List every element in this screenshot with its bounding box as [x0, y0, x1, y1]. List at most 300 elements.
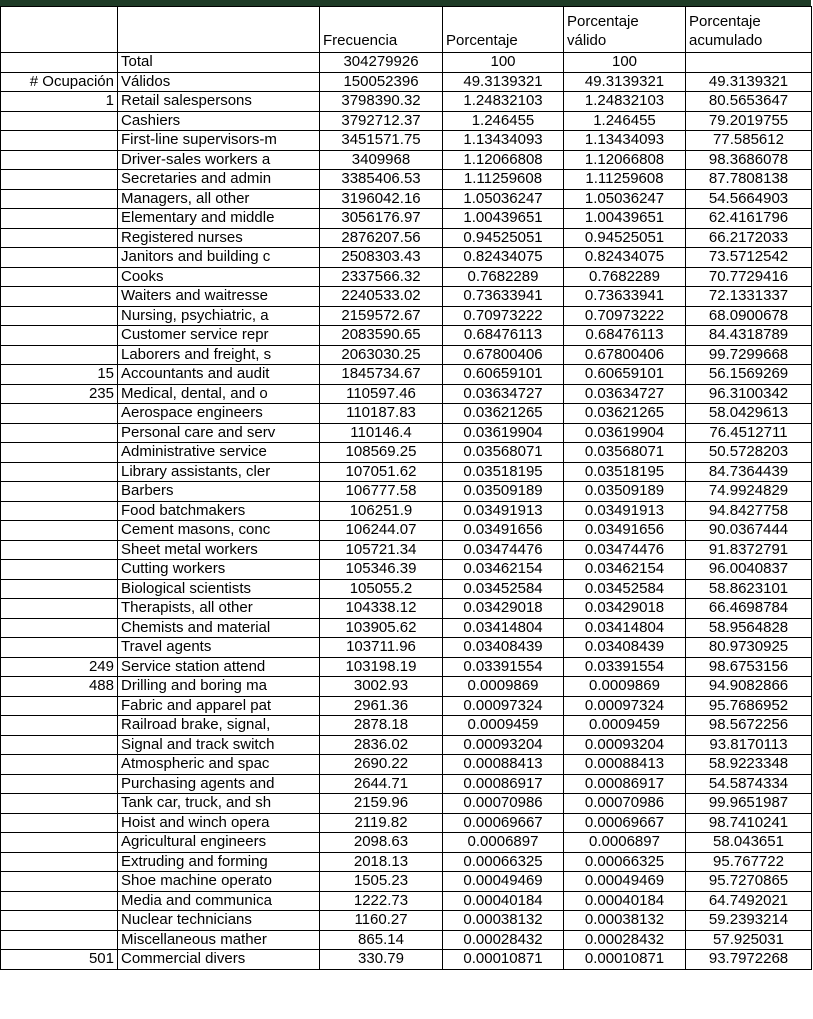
percent-cell[interactable]: 0.00069667 [443, 813, 564, 833]
frequency-cell[interactable]: 1222.73 [320, 891, 443, 911]
percent-cell[interactable]: 0.67800406 [443, 345, 564, 365]
percent-cell[interactable]: 0.03474476 [443, 540, 564, 560]
occupation-cell[interactable]: Medical, dental, and o [118, 384, 320, 404]
percent-cell[interactable]: 0.0009459 [443, 716, 564, 736]
row-id-cell[interactable] [1, 930, 118, 950]
frequency-cell[interactable]: 103198.19 [320, 657, 443, 677]
percent-cell[interactable]: 0.00093204 [443, 735, 564, 755]
table-row [1, 423, 812, 443]
frequency-cell[interactable]: 3409968 [320, 150, 443, 170]
percent-cell[interactable]: 0.00028432 [443, 930, 564, 950]
frequency-cell[interactable]: 106251.9 [320, 501, 443, 521]
occupation-cell[interactable]: Signal and track switch [118, 735, 320, 755]
valid-percent-cell[interactable]: 0.03621265 [564, 404, 686, 424]
valid-percent-cell[interactable]: 100 [564, 53, 686, 73]
percent-cell[interactable]: 0.03619904 [443, 423, 564, 443]
row-id-cell[interactable] [1, 735, 118, 755]
row-id-cell[interactable] [1, 911, 118, 931]
percent-cell[interactable]: 0.00086917 [443, 774, 564, 794]
cumulative-percent-cell[interactable]: 80.5653647 [686, 92, 812, 112]
percent-cell[interactable]: 0.03391554 [443, 657, 564, 677]
percent-cell[interactable]: 1.05036247 [443, 189, 564, 209]
occupation-cell[interactable]: Total [118, 53, 320, 73]
frequency-cell[interactable]: 1505.23 [320, 872, 443, 892]
row-id-cell[interactable] [1, 345, 118, 365]
cumulative-percent-cell[interactable]: 76.4512711 [686, 423, 812, 443]
cumulative-percent-cell[interactable]: 84.7364439 [686, 462, 812, 482]
name-header-cell[interactable] [118, 7, 320, 53]
cumulative-percent-cell[interactable]: 96.0040837 [686, 560, 812, 580]
percent-cell[interactable]: 0.03462154 [443, 560, 564, 580]
percent-cell[interactable]: 1.12066808 [443, 150, 564, 170]
frequency-cell[interactable]: 2240533.02 [320, 287, 443, 307]
cumulative-percent-cell[interactable]: 70.7729416 [686, 267, 812, 287]
frequency-cell[interactable]: 108569.25 [320, 443, 443, 463]
percent-cell[interactable]: 0.0006897 [443, 833, 564, 853]
percent-cell[interactable]: 0.0009869 [443, 677, 564, 697]
frequency-cell[interactable]: 106244.07 [320, 521, 443, 541]
table-row [1, 462, 812, 482]
valid-percent-cell[interactable]: 0.03452584 [564, 579, 686, 599]
percent-cell[interactable]: 0.00038132 [443, 911, 564, 931]
valid-percent-cell[interactable]: 0.00049469 [564, 872, 686, 892]
row-id-cell[interactable] [1, 443, 118, 463]
row-id-cell[interactable] [1, 579, 118, 599]
occupation-cell[interactable]: Biological scientists [118, 579, 320, 599]
frequency-cell[interactable]: 2876207.56 [320, 228, 443, 248]
cumulative-percent-cell[interactable]: 54.5874334 [686, 774, 812, 794]
cumulative-percent-cell[interactable]: 94.8427758 [686, 501, 812, 521]
valid-percent-cell[interactable]: 0.03408439 [564, 638, 686, 658]
frequency-cell[interactable]: 2119.82 [320, 813, 443, 833]
occupation-cell[interactable]: Shoe machine operato [118, 872, 320, 892]
percent-cell[interactable]: 0.03568071 [443, 443, 564, 463]
cumulative-percent-cell[interactable]: 87.7808138 [686, 170, 812, 190]
occupation-cell[interactable]: Extruding and forming [118, 852, 320, 872]
percent-cell[interactable]: 0.03518195 [443, 462, 564, 482]
valid-percent-cell[interactable]: 1.12066808 [564, 150, 686, 170]
valid-percent-cell[interactable]: 0.03429018 [564, 599, 686, 619]
percent-cell[interactable]: 0.00088413 [443, 755, 564, 775]
frequency-cell[interactable]: 2098.63 [320, 833, 443, 853]
frequency-cell[interactable]: 330.79 [320, 950, 443, 970]
frequency-cell[interactable]: 104338.12 [320, 599, 443, 619]
percent-cell[interactable]: 1.00439651 [443, 209, 564, 229]
cumulative-percent-cell[interactable]: 49.3139321 [686, 72, 812, 92]
occupation-cell[interactable]: Tank car, truck, and sh [118, 794, 320, 814]
cumulative-percent-cell[interactable]: 99.9651987 [686, 794, 812, 814]
valid-percent-cell[interactable]: 0.0009869 [564, 677, 686, 697]
frequency-cell[interactable]: 2836.02 [320, 735, 443, 755]
percent-cell[interactable]: 0.70973222 [443, 306, 564, 326]
frequency-cell[interactable]: 2961.36 [320, 696, 443, 716]
percent-cell[interactable]: 0.00040184 [443, 891, 564, 911]
percent-cell[interactable]: 0.03491656 [443, 521, 564, 541]
valid-percent-cell[interactable]: 0.0009459 [564, 716, 686, 736]
occupation-cell[interactable]: Cashiers [118, 111, 320, 131]
row-id-cell[interactable] [1, 326, 118, 346]
cumulative-percent-cell[interactable]: 59.2393214 [686, 911, 812, 931]
row-id-cell[interactable] [1, 716, 118, 736]
occupation-cell[interactable]: Cutting workers [118, 560, 320, 580]
row-id-cell[interactable] [1, 170, 118, 190]
occupation-cell[interactable]: Cement masons, conc [118, 521, 320, 541]
valid-percent-cell[interactable]: 0.03491913 [564, 501, 686, 521]
occupation-cell[interactable]: Laborers and freight, s [118, 345, 320, 365]
cumulative-percent-cell[interactable]: 95.767722 [686, 852, 812, 872]
cumulative-percent-cell[interactable]: 54.5664903 [686, 189, 812, 209]
percent-cell[interactable]: 0.00066325 [443, 852, 564, 872]
frequency-cell[interactable]: 110597.46 [320, 384, 443, 404]
cumulative-percent-cell[interactable]: 66.4698784 [686, 599, 812, 619]
valid-percent-cell[interactable]: 0.00088413 [564, 755, 686, 775]
cumulative-percent-cell[interactable]: 95.7270865 [686, 872, 812, 892]
row-id-cell[interactable]: 488 [1, 677, 118, 697]
percent-cell[interactable]: 0.68476113 [443, 326, 564, 346]
cumulative-percent-cell[interactable]: 98.6753156 [686, 657, 812, 677]
occupation-cell[interactable]: Managers, all other [118, 189, 320, 209]
occupation-cell[interactable]: Registered nurses [118, 228, 320, 248]
valid-percent-cell[interactable]: 0.67800406 [564, 345, 686, 365]
valid-percent-cell[interactable]: 1.246455 [564, 111, 686, 131]
frequency-cell[interactable]: 2159572.67 [320, 306, 443, 326]
cumulative-percent-cell[interactable]: 93.8170113 [686, 735, 812, 755]
occupation-cell[interactable]: Waiters and waitresse [118, 287, 320, 307]
row-id-cell[interactable] [1, 540, 118, 560]
row-id-cell[interactable] [1, 150, 118, 170]
percent-cell[interactable]: 49.3139321 [443, 72, 564, 92]
percent-cell[interactable]: 0.00049469 [443, 872, 564, 892]
row-id-cell[interactable] [1, 872, 118, 892]
occupation-cell[interactable]: Food batchmakers [118, 501, 320, 521]
occupation-cell[interactable]: Atmospheric and spac [118, 755, 320, 775]
frequency-cell[interactable]: 2159.96 [320, 794, 443, 814]
valid-percent-cell[interactable]: 0.03518195 [564, 462, 686, 482]
occupation-cell[interactable]: Fabric and apparel pat [118, 696, 320, 716]
percent-cell[interactable]: 0.00070986 [443, 794, 564, 814]
frequency-cell[interactable]: 105721.34 [320, 540, 443, 560]
occupation-cell[interactable]: Sheet metal workers [118, 540, 320, 560]
row-id-cell[interactable] [1, 423, 118, 443]
occupation-cell[interactable]: Miscellaneous mather [118, 930, 320, 950]
cumulative-percent-cell[interactable]: 62.4161796 [686, 209, 812, 229]
frequency-cell[interactable]: 3792712.37 [320, 111, 443, 131]
row-id-cell[interactable] [1, 696, 118, 716]
frequency-cell[interactable]: 3002.93 [320, 677, 443, 697]
cumulative-percent-cell[interactable]: 57.925031 [686, 930, 812, 950]
table-row [1, 150, 812, 170]
cumulative-percent-cell[interactable]: 84.4318789 [686, 326, 812, 346]
percent-cell[interactable]: 100 [443, 53, 564, 73]
valid-percent-cell[interactable]: 0.03414804 [564, 618, 686, 638]
cumulative-percent-cell[interactable]: 98.3686078 [686, 150, 812, 170]
valid-percent-cell[interactable]: 1.13434093 [564, 131, 686, 151]
table-row [1, 72, 812, 92]
row-id-cell[interactable]: 249 [1, 657, 118, 677]
percent-cell[interactable]: 0.03491913 [443, 501, 564, 521]
valid-percent-cell[interactable]: 0.03462154 [564, 560, 686, 580]
row-id-cell[interactable] [1, 521, 118, 541]
cumulative-percent-cell[interactable]: 68.0900678 [686, 306, 812, 326]
frequency-cell[interactable]: 3196042.16 [320, 189, 443, 209]
percent-cell[interactable]: 0.03452584 [443, 579, 564, 599]
frequency-cell[interactable]: 1160.27 [320, 911, 443, 931]
frequency-cell[interactable]: 103905.62 [320, 618, 443, 638]
valid-percent-cell[interactable]: 0.0006897 [564, 833, 686, 853]
frequency-cell[interactable]: 150052396 [320, 72, 443, 92]
percent-cell[interactable]: 0.00010871 [443, 950, 564, 970]
percent-header[interactable]: Porcentaje [443, 7, 564, 53]
valid-percent-cell[interactable]: 0.03391554 [564, 657, 686, 677]
frequency-cell[interactable]: 110146.4 [320, 423, 443, 443]
cumulative-percent-cell[interactable]: 96.3100342 [686, 384, 812, 404]
cumulative-percent-cell[interactable]: 74.9924829 [686, 482, 812, 502]
frequency-cell[interactable]: 2644.71 [320, 774, 443, 794]
occupation-cell[interactable]: Travel agents [118, 638, 320, 658]
cumulative-percent-cell[interactable]: 93.7972268 [686, 950, 812, 970]
frequency-cell[interactable]: 2878.18 [320, 716, 443, 736]
row-id-cell[interactable] [1, 209, 118, 229]
row-id-cell[interactable] [1, 482, 118, 502]
cumulative-percent-cell[interactable]: 58.9564828 [686, 618, 812, 638]
valid-percent-cell[interactable]: 0.00097324 [564, 696, 686, 716]
frequency-cell[interactable]: 107051.62 [320, 462, 443, 482]
row-id-cell[interactable] [1, 891, 118, 911]
frequency-cell[interactable]: 3056176.97 [320, 209, 443, 229]
frequency-cell[interactable]: 3451571.75 [320, 131, 443, 151]
cumulative-percent-cell[interactable] [686, 53, 812, 73]
valid-percent-cell[interactable]: 0.60659101 [564, 365, 686, 385]
occupation-cell[interactable]: Media and communica [118, 891, 320, 911]
header-row [1, 7, 812, 53]
occupation-cell[interactable]: Hoist and winch opera [118, 813, 320, 833]
cumulative-percent-cell[interactable]: 72.1331337 [686, 287, 812, 307]
row-id-cell[interactable] [1, 111, 118, 131]
row-id-cell[interactable] [1, 638, 118, 658]
valid-percent-cell[interactable]: 1.11259608 [564, 170, 686, 190]
percent-cell[interactable]: 1.11259608 [443, 170, 564, 190]
valid-percent-cell[interactable]: 0.03509189 [564, 482, 686, 502]
valid-percent-cell[interactable]: 0.00093204 [564, 735, 686, 755]
frequency-cell[interactable]: 304279926 [320, 53, 443, 73]
valid-percent-cell[interactable]: 0.03634727 [564, 384, 686, 404]
occupation-cell[interactable]: Válidos [118, 72, 320, 92]
occupation-cell[interactable]: Driver-sales workers a [118, 150, 320, 170]
cumulative-percent-cell[interactable]: 90.0367444 [686, 521, 812, 541]
cumulative-percent-cell[interactable]: 66.2172033 [686, 228, 812, 248]
row-id-cell[interactable] [1, 852, 118, 872]
occupation-cell[interactable]: Nursing, psychiatric, a [118, 306, 320, 326]
valid-percent-cell[interactable]: 1.24832103 [564, 92, 686, 112]
valid-percent-cell[interactable]: 0.00066325 [564, 852, 686, 872]
row-id-cell[interactable] [1, 228, 118, 248]
frequency-cell[interactable]: 2063030.25 [320, 345, 443, 365]
cumulative-percent-cell[interactable]: 98.5672256 [686, 716, 812, 736]
valid-percent-cell[interactable]: 1.00439651 [564, 209, 686, 229]
row-id-cell[interactable] [1, 306, 118, 326]
table-row [1, 677, 812, 697]
valid-percent-cell[interactable]: 0.03619904 [564, 423, 686, 443]
percent-cell[interactable]: 1.24832103 [443, 92, 564, 112]
row-id-cell[interactable] [1, 501, 118, 521]
frequency-cell[interactable]: 2337566.32 [320, 267, 443, 287]
valid-percent-cell[interactable]: 0.73633941 [564, 287, 686, 307]
row-id-cell[interactable] [1, 189, 118, 209]
row-id-cell[interactable]: 15 [1, 365, 118, 385]
frequency-cell[interactable]: 865.14 [320, 930, 443, 950]
cumulative-percent-cell[interactable]: 95.7686952 [686, 696, 812, 716]
occupation-cell[interactable]: Railroad brake, signal, [118, 716, 320, 736]
row-id-cell[interactable] [1, 618, 118, 638]
valid-percent-cell[interactable]: 0.00028432 [564, 930, 686, 950]
occupation-cell[interactable]: Purchasing agents and [118, 774, 320, 794]
occupation-cell[interactable]: Aerospace engineers [118, 404, 320, 424]
cumulative-percent-cell[interactable]: 80.9730925 [686, 638, 812, 658]
frequency-cell[interactable]: 2083590.65 [320, 326, 443, 346]
row-id-cell[interactable] [1, 813, 118, 833]
table-row [1, 560, 812, 580]
frequency-cell[interactable]: 103711.96 [320, 638, 443, 658]
frequency-cell[interactable]: 3798390.32 [320, 92, 443, 112]
valid-percent-cell[interactable]: 0.03474476 [564, 540, 686, 560]
cumulative-percent-cell[interactable]: 64.7492021 [686, 891, 812, 911]
row-id-cell[interactable] [1, 462, 118, 482]
occupation-cell[interactable]: Library assistants, cler [118, 462, 320, 482]
id-header-cell[interactable] [1, 7, 118, 53]
cumulative-percent-cell[interactable]: 91.8372791 [686, 540, 812, 560]
valid-percent-cell[interactable]: 0.00086917 [564, 774, 686, 794]
row-id-cell[interactable] [1, 774, 118, 794]
cumulative-percent-cell[interactable]: 58.9223348 [686, 755, 812, 775]
row-id-cell[interactable]: 501 [1, 950, 118, 970]
percent-cell[interactable]: 0.03408439 [443, 638, 564, 658]
frequency-cell[interactable]: 110187.83 [320, 404, 443, 424]
valid-percent-cell[interactable]: 0.7682289 [564, 267, 686, 287]
occupation-cell[interactable]: Cooks [118, 267, 320, 287]
row-id-cell[interactable] [1, 599, 118, 619]
row-id-cell[interactable]: # Ocupación [1, 72, 118, 92]
row-id-cell[interactable] [1, 267, 118, 287]
occupation-cell[interactable]: Administrative service [118, 443, 320, 463]
table-row [1, 170, 812, 190]
percent-cell[interactable]: 0.60659101 [443, 365, 564, 385]
frequency-cell[interactable]: 106777.58 [320, 482, 443, 502]
valid-percent-cell[interactable]: 0.03491656 [564, 521, 686, 541]
percent-cell[interactable]: 0.82434075 [443, 248, 564, 268]
valid-percent-cell[interactable]: 1.05036247 [564, 189, 686, 209]
occupation-cell[interactable]: Barbers [118, 482, 320, 502]
row-id-cell[interactable] [1, 53, 118, 73]
percent-cell[interactable]: 0.03634727 [443, 384, 564, 404]
table-row [1, 326, 812, 346]
percent-cell[interactable]: 0.94525051 [443, 228, 564, 248]
row-id-cell[interactable] [1, 287, 118, 307]
percent-cell[interactable]: 1.13434093 [443, 131, 564, 151]
valid-percent-cell[interactable]: 0.70973222 [564, 306, 686, 326]
cumulative-percent-cell[interactable]: 99.7299668 [686, 345, 812, 365]
table-row [1, 345, 812, 365]
occupation-cell[interactable]: Commercial divers [118, 950, 320, 970]
cumulative-percent-cell[interactable]: 58.8623101 [686, 579, 812, 599]
frequency-cell[interactable]: 1845734.67 [320, 365, 443, 385]
valid-percent-header[interactable]: Porcentaje válido [564, 7, 686, 53]
valid-percent-cell[interactable]: 0.00070986 [564, 794, 686, 814]
cumulative-percent-cell[interactable]: 58.0429613 [686, 404, 812, 424]
frequency-header[interactable]: Frecuencia [320, 7, 443, 53]
percent-cell[interactable]: 0.03429018 [443, 599, 564, 619]
row-id-cell[interactable] [1, 794, 118, 814]
row-id-cell[interactable] [1, 131, 118, 151]
occupation-cell[interactable]: Secretaries and admin [118, 170, 320, 190]
valid-percent-cell[interactable]: 0.00038132 [564, 911, 686, 931]
occupation-cell[interactable]: Accountants and audit [118, 365, 320, 385]
row-id-cell[interactable]: 235 [1, 384, 118, 404]
occupation-cell[interactable]: Customer service repr [118, 326, 320, 346]
valid-percent-cell[interactable]: 0.82434075 [564, 248, 686, 268]
occupation-cell[interactable]: Retail salespersons [118, 92, 320, 112]
percent-cell[interactable]: 0.00097324 [443, 696, 564, 716]
cumulative-percent-cell[interactable]: 98.7410241 [686, 813, 812, 833]
occupation-cell[interactable]: Drilling and boring ma [118, 677, 320, 697]
occupation-cell[interactable]: Elementary and middle [118, 209, 320, 229]
occupation-cell[interactable]: Chemists and material [118, 618, 320, 638]
table-row [1, 189, 812, 209]
cumulative-percent-cell[interactable]: 77.585612 [686, 131, 812, 151]
cumulative-percent-header[interactable]: Porcentaje acumulado [686, 7, 812, 53]
occupation-cell[interactable]: Therapists, all other [118, 599, 320, 619]
occupation-cell[interactable]: Agricultural engineers [118, 833, 320, 853]
frequency-cell[interactable]: 2508303.43 [320, 248, 443, 268]
valid-percent-cell[interactable]: 0.03568071 [564, 443, 686, 463]
percent-cell[interactable]: 0.73633941 [443, 287, 564, 307]
percent-cell[interactable]: 0.03414804 [443, 618, 564, 638]
cumulative-percent-cell[interactable]: 50.5728203 [686, 443, 812, 463]
row-id-cell[interactable] [1, 404, 118, 424]
cumulative-percent-cell[interactable]: 73.5712542 [686, 248, 812, 268]
occupation-cell[interactable]: Personal care and serv [118, 423, 320, 443]
valid-percent-cell[interactable]: 0.00010871 [564, 950, 686, 970]
frequency-cell[interactable]: 2018.13 [320, 852, 443, 872]
percent-cell[interactable]: 0.03621265 [443, 404, 564, 424]
valid-percent-cell[interactable]: 0.00040184 [564, 891, 686, 911]
percent-cell[interactable]: 0.7682289 [443, 267, 564, 287]
frequency-cell[interactable]: 2690.22 [320, 755, 443, 775]
valid-percent-cell[interactable]: 0.68476113 [564, 326, 686, 346]
cumulative-percent-cell[interactable]: 58.043651 [686, 833, 812, 853]
valid-percent-cell[interactable]: 49.3139321 [564, 72, 686, 92]
valid-percent-cell[interactable]: 0.00069667 [564, 813, 686, 833]
row-id-cell[interactable] [1, 560, 118, 580]
row-id-cell[interactable] [1, 248, 118, 268]
frequency-cell[interactable]: 105055.2 [320, 579, 443, 599]
cumulative-percent-cell[interactable]: 79.2019755 [686, 111, 812, 131]
row-id-cell[interactable] [1, 833, 118, 853]
cumulative-percent-cell[interactable]: 56.1569269 [686, 365, 812, 385]
cumulative-percent-cell[interactable]: 94.9082866 [686, 677, 812, 697]
frequency-cell[interactable]: 3385406.53 [320, 170, 443, 190]
valid-percent-cell[interactable]: 0.94525051 [564, 228, 686, 248]
row-id-cell[interactable] [1, 755, 118, 775]
occupation-cell[interactable]: Service station attend [118, 657, 320, 677]
occupation-cell[interactable]: Nuclear technicians [118, 911, 320, 931]
frequency-cell[interactable]: 105346.39 [320, 560, 443, 580]
frequency-table [0, 6, 812, 970]
occupation-cell[interactable]: First-line supervisors-m [118, 131, 320, 151]
percent-cell[interactable]: 1.246455 [443, 111, 564, 131]
occupation-cell[interactable]: Janitors and building c [118, 248, 320, 268]
percent-cell[interactable]: 0.03509189 [443, 482, 564, 502]
row-id-cell[interactable]: 1 [1, 92, 118, 112]
